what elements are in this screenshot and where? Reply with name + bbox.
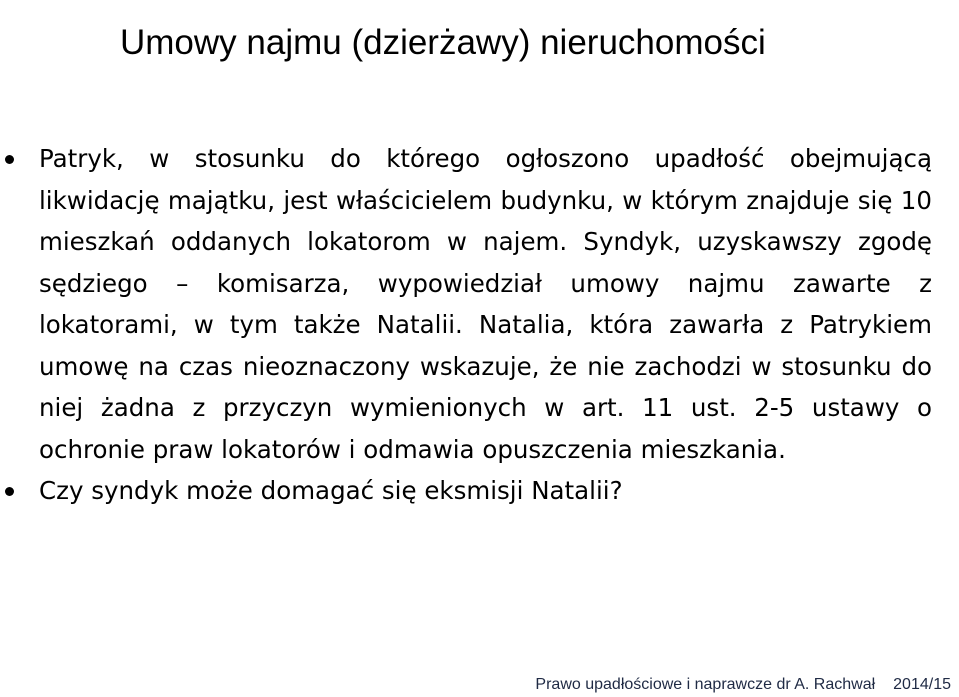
slide-title: Umowy najmu (dzierżawy) nieruchomości (120, 23, 766, 63)
bullet-item-question (0, 470, 959, 512)
bullet-text-question: Czy syndyk może domagać się eksmisji Natalii? (39, 476, 623, 505)
bullet-list (0, 138, 959, 512)
bullet-text-case: Patryk, w stosunku do którego ogłoszono upadłość obejmującą likwidację majątku, jest właścicielem budynku, w którym znajduje się 10 mieszkań oddanych lokatorom w najem. Syndyk, uzyskawszy zgodę sędziego – komisarza, wypowiedział umowy najmu zawarte z lokatorami, w tym także Natalii. Natalia, która zawarła z Patrykiem umowę na czas nieoznaczony wskazuje, że nie zachodzi w stosunku do niej żadna z przyczyn wymienionych w art. 11 ust. 2-5 ustawy o ochronie praw lokatorów i odmawia opuszczenia mieszkania. (39, 144, 932, 464)
bullet-dot-icon (5, 487, 14, 496)
slide-footer (535, 675, 951, 695)
bullet-dot-icon (5, 155, 14, 164)
footer-year: 2014/15 (893, 676, 951, 693)
footer-course: Prawo upadłościowe i naprawcze dr A. Rachwał (535, 676, 876, 693)
bullet-item-case (0, 138, 959, 470)
